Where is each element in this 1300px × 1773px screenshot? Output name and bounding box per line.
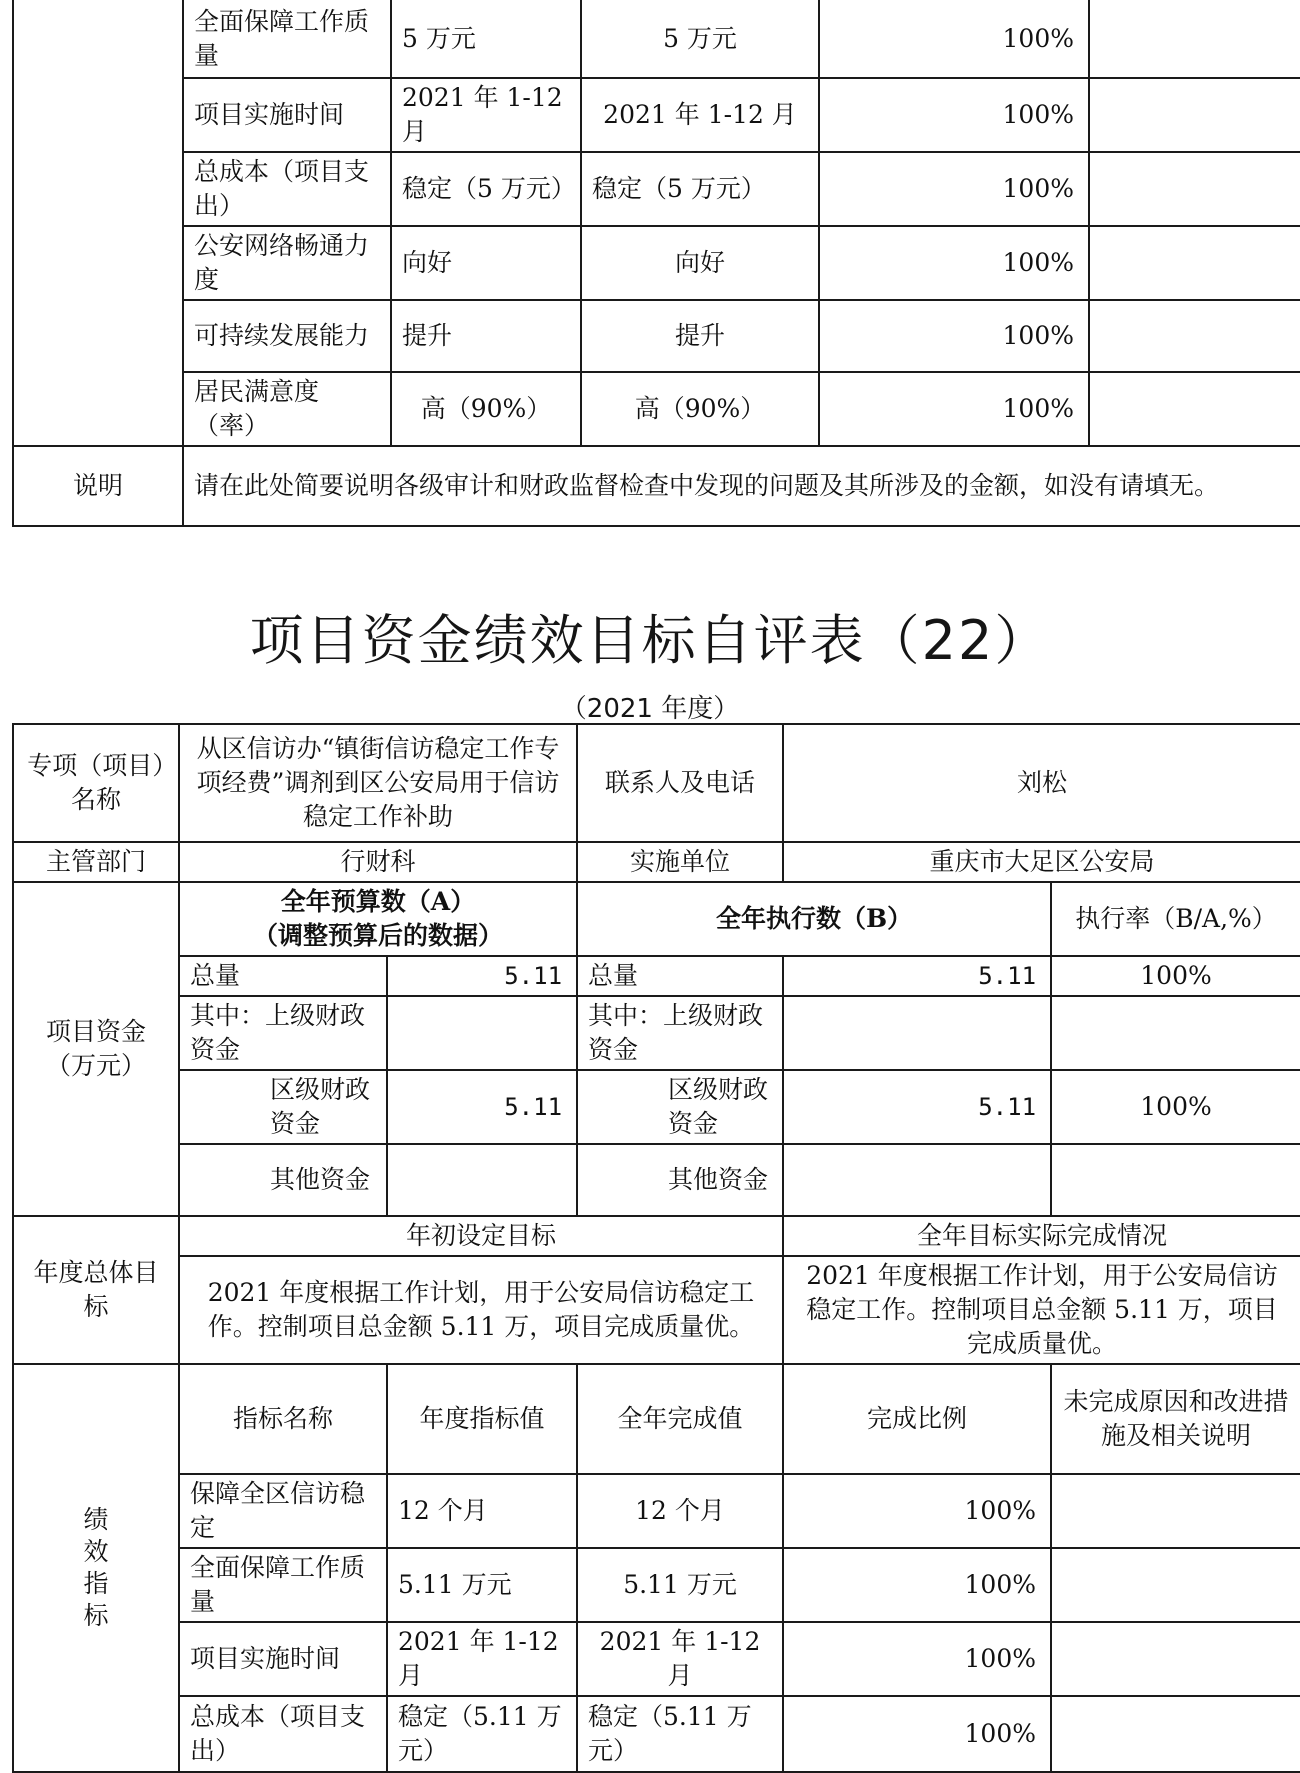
district-funds-label	[179, 1070, 387, 1144]
contact-label: 联系人及电话	[577, 724, 783, 842]
perf-reason	[1051, 1548, 1300, 1622]
indicator-target: 5 万元	[391, 0, 581, 78]
other-funds-label-exec-text: 其他资金	[668, 1165, 769, 1194]
budget-header-line2: （调整预算后的数据）	[253, 921, 504, 950]
indicator-actual: 提升	[581, 300, 819, 372]
indicator-note	[1089, 0, 1300, 78]
district-funds-exec: 5.11	[783, 1070, 1051, 1144]
table-row	[13, 842, 1300, 882]
table-row	[13, 1144, 1300, 1216]
indicator-target: 提升	[391, 300, 581, 372]
contact-value: 刘松	[783, 724, 1300, 842]
indicator-target: 稳定（5 万元）	[391, 152, 581, 226]
upper-funds-exec	[783, 996, 1051, 1070]
total-rate: 100%	[1051, 956, 1300, 996]
table-row	[13, 1364, 1300, 1474]
goal-actual-text: 2021 年度根据工作计划，用于公安局信访稳定工作。控制项目总金额 5.11 万，项目完成质量优。	[783, 1256, 1300, 1364]
indicator-name: 公安网络畅通力度	[183, 226, 391, 300]
page-title: 项目资金绩效目标自评表（22）	[249, 609, 1051, 672]
district-funds-rate: 100%	[1051, 1070, 1300, 1144]
table-row	[13, 996, 1300, 1070]
perf-label-text: 绩效指标	[83, 1505, 109, 1630]
perf-header-ratio: 完成比例	[783, 1364, 1051, 1474]
indicator-ratio: 100%	[819, 78, 1089, 152]
indicator-note	[1089, 152, 1300, 226]
other-funds-label-exec	[577, 1144, 783, 1216]
exec-header: 全年执行数（B）	[577, 882, 1051, 956]
table-row	[13, 1256, 1300, 1364]
district-funds-budget: 5.11	[387, 1070, 577, 1144]
table-row	[13, 0, 1300, 78]
dept-label: 主管部门	[13, 842, 179, 882]
indicator-ratio: 100%	[819, 226, 1089, 300]
goal-actual-header: 全年目标实际完成情况	[783, 1216, 1300, 1256]
perf-name: 全面保障工作质量	[179, 1548, 387, 1622]
indicator-name: 全面保障工作质量	[183, 0, 391, 78]
table-row	[13, 956, 1300, 996]
perf-target: 5.11 万元	[387, 1548, 577, 1622]
unit-value: 重庆市大足区公安局	[783, 842, 1300, 882]
perf-name: 总成本（项目支出）	[179, 1696, 387, 1772]
perf-reason	[1051, 1622, 1300, 1696]
other-funds-rate	[1051, 1144, 1300, 1216]
remark-label: 说明	[13, 446, 183, 526]
table-row	[13, 226, 1300, 300]
total-budget: 5.11	[387, 956, 577, 996]
table-row	[13, 724, 1300, 842]
perf-ratio: 100%	[783, 1696, 1051, 1772]
indicator-name: 居民满意度（率）	[183, 372, 391, 446]
indicator-name: 项目实施时间	[183, 78, 391, 152]
indicator-note	[1089, 78, 1300, 152]
indicator-actual: 高（90%）	[581, 372, 819, 446]
unit-label: 实施单位	[577, 842, 783, 882]
perf-actual: 稳定（5.11 万元）	[577, 1696, 783, 1772]
dept-value: 行财科	[179, 842, 577, 882]
upper-funds-rate	[1051, 996, 1300, 1070]
perf-label-cell	[13, 0, 183, 446]
perf-reason	[1051, 1696, 1300, 1772]
indicator-ratio: 100%	[819, 372, 1089, 446]
table-row	[13, 372, 1300, 446]
perf-target: 2021 年 1-12 月	[387, 1622, 577, 1696]
perf-name: 保障全区信访稳定	[179, 1474, 387, 1548]
table-row	[13, 1216, 1300, 1256]
perf-actual: 2021 年 1-12 月	[577, 1622, 783, 1696]
indicator-target: 2021 年 1-12 月	[391, 78, 581, 152]
perf-label	[13, 1364, 179, 1772]
upper-funds-label-exec: 其中：上级财政资金	[577, 996, 783, 1070]
indicator-ratio: 100%	[819, 0, 1089, 78]
table-row	[13, 1622, 1300, 1696]
indicator-name: 总成本（项目支出）	[183, 152, 391, 226]
indicator-note	[1089, 300, 1300, 372]
perf-actual: 5.11 万元	[577, 1548, 783, 1622]
indicator-note	[1089, 372, 1300, 446]
perf-reason	[1051, 1474, 1300, 1548]
indicator-note	[1089, 226, 1300, 300]
project-name-value: 从区信访办“镇街信访稳定工作专项经费”调剂到区公安局用于信访稳定工作补助	[179, 724, 577, 842]
table-row	[13, 1696, 1300, 1772]
total-exec: 5.11	[783, 956, 1051, 996]
goal-set-text: 2021 年度根据工作计划，用于公安局信访稳定工作。控制项目总金额 5.11 万，项目完成质量优。	[179, 1256, 783, 1364]
total-label: 总量	[179, 956, 387, 996]
table-row	[13, 300, 1300, 372]
perf-header-name: 指标名称	[179, 1364, 387, 1474]
remark-text: 请在此处简要说明各级审计和财政监督检查中发现的问题及其所涉及的金额，如没有请填无。	[183, 446, 1300, 526]
goal-set-header: 年初设定目标	[179, 1216, 783, 1256]
perf-ratio: 100%	[783, 1622, 1051, 1696]
indicator-actual: 稳定（5 万元）	[581, 152, 819, 226]
perf-name: 项目实施时间	[179, 1622, 387, 1696]
table-row	[13, 1070, 1300, 1144]
indicator-actual: 5 万元	[581, 0, 819, 78]
remark-row	[13, 446, 1300, 526]
perf-header-actual: 全年完成值	[577, 1364, 783, 1474]
other-funds-exec	[783, 1144, 1051, 1216]
funds-label: 项目资金（万元）	[13, 882, 179, 1216]
self-evaluation-table	[12, 723, 1300, 1773]
perf-header-target: 年度指标值	[387, 1364, 577, 1474]
district-funds-label-exec-text: 区级财政资金	[668, 1075, 769, 1138]
district-funds-label-exec	[577, 1070, 783, 1144]
perf-actual: 12 个月	[577, 1474, 783, 1548]
indicator-ratio: 100%	[819, 152, 1089, 226]
upper-funds-label: 其中：上级财政资金	[179, 996, 387, 1070]
perf-ratio: 100%	[783, 1474, 1051, 1548]
project-name-label: 专项（项目）名称	[13, 724, 179, 842]
page-subtitle: （2021 年度）	[560, 694, 740, 724]
perf-ratio: 100%	[783, 1548, 1051, 1622]
indicator-target: 高（90%）	[391, 372, 581, 446]
total-label-exec: 总量	[577, 956, 783, 996]
indicator-ratio: 100%	[819, 300, 1089, 372]
table-row	[13, 882, 1300, 956]
table-row	[13, 1548, 1300, 1622]
district-funds-label-text: 区级财政资金	[270, 1075, 371, 1138]
rate-header: 执行率（B/A,%）	[1051, 882, 1300, 956]
other-funds-label	[179, 1144, 387, 1216]
perf-target: 12 个月	[387, 1474, 577, 1548]
budget-header	[179, 882, 577, 956]
table-row	[13, 78, 1300, 152]
table-row	[13, 152, 1300, 226]
indicator-target: 向好	[391, 226, 581, 300]
budget-header-line1: 全年预算数（A）	[280, 887, 476, 916]
top-performance-table	[12, 0, 1300, 527]
table-row	[13, 1474, 1300, 1548]
other-funds-label-text: 其他资金	[270, 1165, 371, 1194]
upper-funds-budget	[387, 996, 577, 1070]
perf-target: 稳定（5.11 万元）	[387, 1696, 577, 1772]
perf-header-reason: 未完成原因和改进措施及相关说明	[1051, 1364, 1300, 1474]
goal-label: 年度总体目标	[13, 1216, 179, 1364]
indicator-name: 可持续发展能力	[183, 300, 391, 372]
other-funds-budget	[387, 1144, 577, 1216]
indicator-actual: 向好	[581, 226, 819, 300]
indicator-actual: 2021 年 1-12 月	[581, 78, 819, 152]
